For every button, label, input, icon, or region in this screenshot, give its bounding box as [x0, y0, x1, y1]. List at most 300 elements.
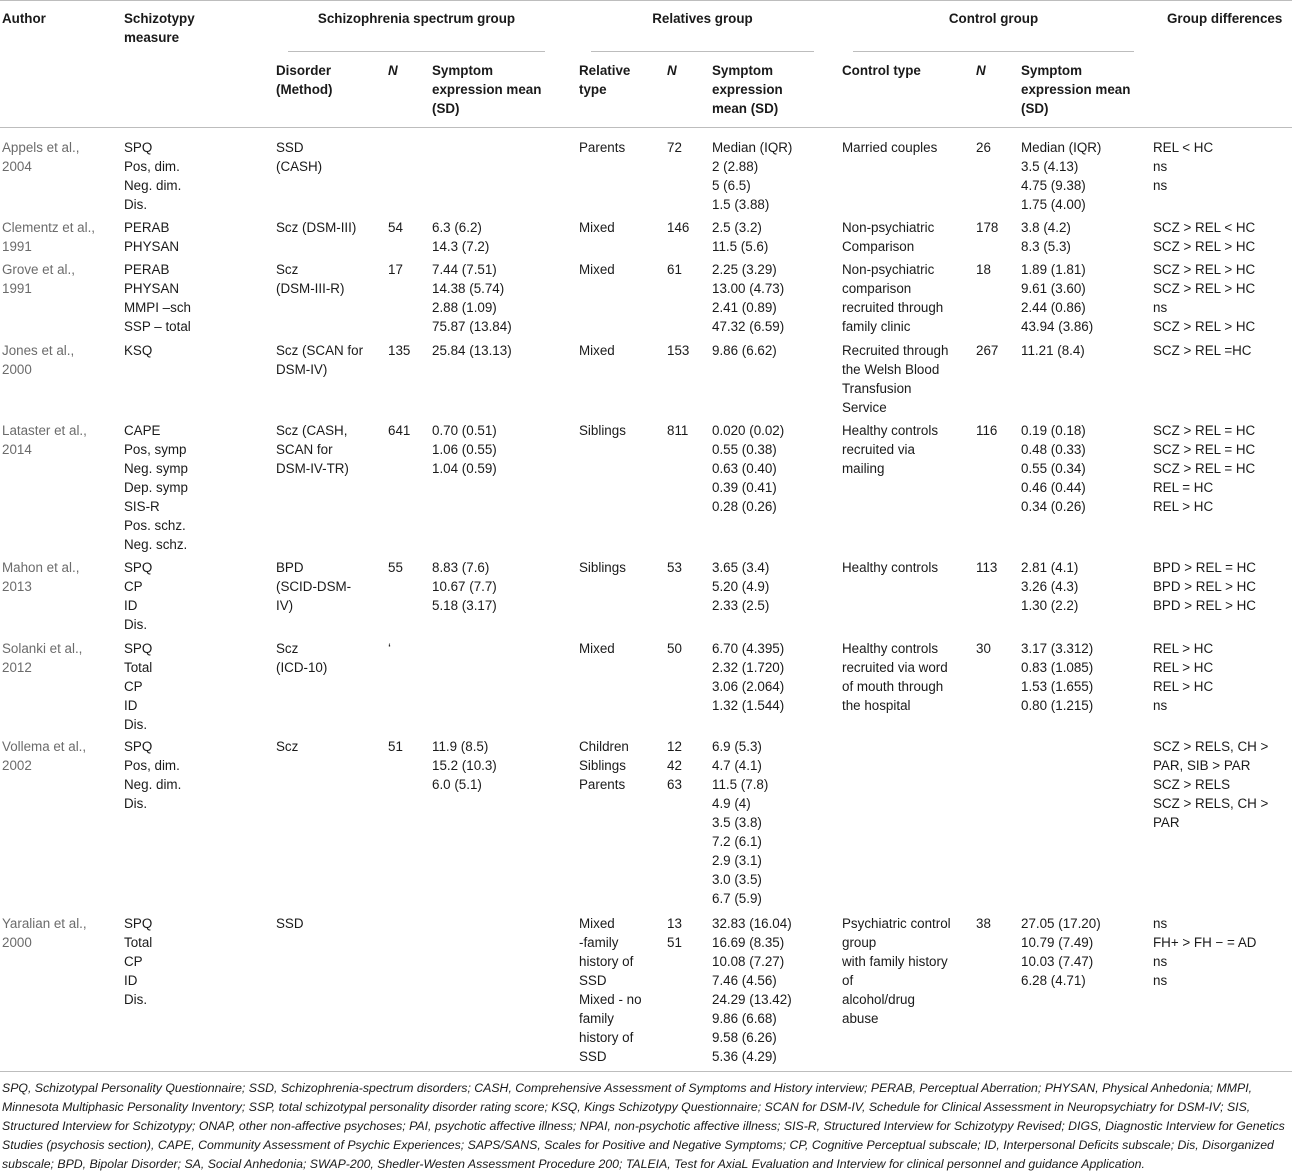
cell-disorder: [276, 260, 344, 298]
cell-line: Median (IQR): [712, 140, 793, 155]
rel-group-rule: [591, 51, 814, 52]
cell-line: SCZ > REL > HC: [1153, 319, 1256, 334]
cell-line: SCAN for: [276, 442, 333, 457]
cell-line: Grove et al.,: [2, 262, 75, 277]
cell-line: SPQ: [124, 641, 153, 656]
cell-sym2: [712, 558, 769, 615]
cell-line: Lataster et al.,: [2, 423, 87, 438]
cell-line: REL > HC: [1153, 641, 1214, 656]
cell-line: CAPE: [124, 423, 161, 438]
cell-diff: [1153, 639, 1213, 715]
cell-line: 2.41 (0.89): [712, 300, 777, 315]
cell-line: SCZ > REL > HC: [1153, 239, 1256, 254]
header-control-type: Control type: [842, 63, 921, 78]
cell-line: SCZ > REL = HC: [1153, 442, 1256, 457]
cell-n2: [667, 737, 682, 794]
cell-line: SIS-R: [124, 499, 160, 514]
cell-line: DSM-IV-TR): [276, 461, 349, 476]
header-symptom-line: expression mean: [1021, 82, 1131, 97]
cell-line: family clinic: [842, 319, 911, 334]
cell-diff: [1153, 421, 1255, 516]
cell-line: Psychiatric control: [842, 916, 951, 931]
cell-line: SPQ: [124, 916, 153, 931]
cell-line: Scz (CASH,: [276, 423, 348, 438]
cell-disorder: [276, 914, 304, 933]
cell-line: SCZ > RELS, CH >: [1153, 796, 1269, 811]
cell-line: of mouth through: [842, 679, 944, 694]
cell-line: SSD: [276, 916, 304, 931]
cell-line: 13: [667, 916, 682, 931]
cell-line: Yaralian et al.,: [2, 916, 87, 931]
cell-line: KSQ: [124, 343, 153, 358]
header-symptom-rel: [712, 61, 783, 118]
cell-n2: [667, 260, 682, 279]
cell-line: Pos. schz.: [124, 518, 186, 533]
cell-line: 1.75 (4.00): [1021, 197, 1086, 212]
cell-line: SCZ > REL = HC: [1153, 461, 1256, 476]
cell-n1: [388, 260, 403, 279]
cell-line: Scz (SCAN for: [276, 343, 364, 358]
cell-line: 116: [976, 423, 998, 438]
cell-line: 113: [976, 560, 998, 575]
cell-diff: [1153, 260, 1255, 336]
cell-line: 153: [667, 343, 690, 358]
cell-line: 47.32 (6.59): [712, 319, 785, 334]
cell-line: group: [842, 935, 877, 950]
cell-n2: [667, 639, 682, 658]
header-relatives: Relatives group: [652, 11, 753, 26]
cell-line: Mixed: [579, 220, 615, 235]
cell-line: 0.19 (0.18): [1021, 423, 1086, 438]
cell-line: 24.29 (13.42): [712, 992, 792, 1007]
cell-line: 7.46 (4.56): [712, 973, 777, 988]
cell-line: CP: [124, 679, 143, 694]
cell-line: 4.7 (4.1): [712, 758, 762, 773]
cell-line: SCZ > REL = HC: [1153, 423, 1256, 438]
cell-line: 1991: [2, 239, 32, 254]
header-disorder-line: (Method): [276, 82, 333, 97]
cell-line: SCZ > REL > HC: [1153, 281, 1256, 296]
cell-n1: [388, 737, 403, 756]
cell-diff: [1153, 138, 1213, 195]
table-footnote: SPQ, Schizotypal Personality Questionnaire; SSD, Schizophrenia-spectrum disorders; CASH, Comprehensive Assessment of Symptoms and History interview; PERAB, Perceptual Aberration; PHYSAN, Physical Anhedonia; MMPI, Minnesota Multiphasic Personality Inventory; SSP, total schizotypal personality disorder rating score; KSQ, Kings Schizotypy Questionnaire; SCAN for DSM-IV, Schedule for Clinical Assessment in Neuropsychiatry for DSM-IV; SIS, Structured Interview for Schizotypy; ONAP, other non-affective psychoses; PAI, psychotic affective illness; NPAI, non-psychotic affective illness; SIS-R, Structured Interview for Schizotypy Revised; DIGS, Diagnostic Interview for Genetics Studies (psychosis section), CAPE, Community Assessment of Psychic Experiences; SAPS/SANS, Scales for Positive and Negative Symptoms; CP, Cognitive Perceptual subscale; ID, Interpersonal Deficits subscale; Dis, Disorganized subscale; BPD, Bipolar Disorder; SA, Social Anhedonia; SWAP-200, Shedler-Westen Assessment Procedure 200; TALEIA, Test for AxiaL Evaluation and Interview for clinical personnel and guidance Application.: [2, 1081, 1285, 1171]
cell-line: 811: [667, 423, 689, 438]
cell-line: 1.89 (1.81): [1021, 262, 1086, 277]
cell-line: 1.53 (1.655): [1021, 679, 1094, 694]
cell-line: 2014: [2, 442, 32, 457]
cell-n3: [976, 639, 991, 658]
cell-author: [2, 639, 82, 677]
cell-line: 5.18 (3.17): [432, 598, 497, 613]
header-symptom-ctrl: [1021, 61, 1130, 118]
cell-line: 1.06 (0.55): [432, 442, 497, 457]
cell-author: [2, 138, 79, 176]
cell-line: Siblings: [579, 758, 626, 773]
cell-n2: [667, 914, 682, 952]
header-symptom-line: (SD): [1021, 101, 1049, 116]
cell-measure: [124, 558, 152, 634]
table-top-rule: [0, 0, 1292, 1]
cell-line: Parents: [579, 777, 626, 792]
cell-line: Mixed: [579, 262, 615, 277]
cell-sym1: [432, 558, 497, 615]
cell-line: alcohol/drug: [842, 992, 915, 1007]
cell-n3: [976, 138, 991, 157]
cell-disorder: [276, 218, 356, 237]
cell-line: Mahon et al.,: [2, 560, 80, 575]
cell-line: Pos, dim.: [124, 758, 180, 773]
cell-line: Appels et al.,: [2, 140, 80, 155]
cell-line: 2013: [2, 579, 32, 594]
cell-sym3: [1021, 138, 1101, 214]
cell-rel: [579, 138, 625, 157]
cell-n1: [388, 341, 410, 360]
cell-line: Dep. symp: [124, 480, 188, 495]
cell-sym2: [712, 218, 768, 256]
cell-disorder: [276, 558, 351, 615]
cell-sym1: [432, 421, 497, 478]
cell-line: ns: [1153, 178, 1168, 193]
cell-line: Dis.: [124, 197, 148, 212]
cell-line: 3.8 (4.2): [1021, 220, 1071, 235]
cell-disorder: [276, 421, 349, 478]
cell-line: 14.38 (5.74): [432, 281, 505, 296]
cell-line: Mixed - no: [579, 992, 642, 1007]
cell-line: 1991: [2, 281, 32, 296]
cell-line: 11.9 (8.5): [432, 739, 489, 754]
header-measure-line: measure: [124, 30, 180, 45]
cell-line: 1.5 (3.88): [712, 197, 770, 212]
cell-line: 2.32 (1.720): [712, 660, 785, 675]
cell-sym2: [712, 341, 777, 360]
cell-line: ns: [1153, 698, 1168, 713]
cell-sym2: [712, 138, 792, 214]
cell-line: SCZ > REL > HC: [1153, 262, 1256, 277]
cell-line: 3.26 (4.3): [1021, 579, 1079, 594]
header-symptom-line: mean (SD): [712, 101, 779, 116]
cell-line: 6.70 (4.395): [712, 641, 785, 656]
cell-rel: [579, 341, 615, 360]
cell-author: [2, 260, 75, 298]
cell-line: 178: [976, 220, 999, 235]
cell-line: 15.2 (10.3): [432, 758, 497, 773]
cell-sym3: [1021, 260, 1093, 336]
cell-line: ns: [1153, 954, 1168, 969]
header-symptom-line: (SD): [432, 101, 460, 116]
cell-line: 0.39 (0.41): [712, 480, 777, 495]
cell-line: 2004: [2, 159, 32, 174]
cell-line: Scz (DSM-III): [276, 220, 357, 235]
header-symptom-line: expression: [712, 82, 783, 97]
cell-line: of: [842, 973, 854, 988]
cell-line: 135: [388, 343, 411, 358]
cell-line: the hospital: [842, 698, 911, 713]
cell-line: Transfusion: [842, 381, 912, 396]
cell-disorder: [276, 737, 298, 756]
cell-line: Comparison: [842, 239, 915, 254]
cell-sym2: [712, 639, 784, 715]
cell-line: 72: [667, 140, 682, 155]
cell-line: the Welsh Blood: [842, 362, 940, 377]
cell-line: 3.5 (3.8): [712, 815, 762, 830]
cell-line: Median (IQR): [1021, 140, 1102, 155]
cell-line: 63: [667, 777, 682, 792]
header-control: Control group: [948, 11, 1039, 26]
cell-line: 53: [667, 560, 682, 575]
cell-sym3: [1021, 639, 1093, 715]
cell-line: Mixed: [579, 916, 615, 931]
cell-line: 10.03 (7.47): [1021, 954, 1094, 969]
cell-line: 0.70 (0.51): [432, 423, 497, 438]
cell-sym2: [712, 260, 784, 336]
cell-rel: [579, 639, 615, 658]
cell-line: Jones et al.,: [2, 343, 75, 358]
cell-author: [2, 737, 86, 775]
cell-line: 2.44 (0.86): [1021, 300, 1086, 315]
cell-rel: [579, 914, 642, 1066]
cell-line: 43.94 (3.86): [1021, 319, 1094, 334]
cell-sym1: [432, 260, 512, 336]
cell-line: 0.48 (0.33): [1021, 442, 1086, 457]
cell-line: Children: [579, 739, 629, 754]
cell-line: 6.28 (4.71): [1021, 973, 1086, 988]
header-n-ssg: N: [388, 63, 398, 78]
header-symptom-ssg: [432, 61, 541, 118]
cell-line: 14.3 (7.2): [432, 239, 490, 254]
cell-line: 4.9 (4): [712, 796, 751, 811]
cell-line: 27.05 (17.20): [1021, 916, 1101, 931]
cell-line: 0.28 (0.26): [712, 499, 777, 514]
cell-line: 55: [388, 560, 403, 575]
cell-line: 11.21 (8.4): [1021, 343, 1085, 358]
cell-line: 11.5 (7.8): [712, 777, 769, 792]
cell-line: recruited via: [842, 442, 915, 457]
cell-line: 2.88 (1.09): [432, 300, 497, 315]
cell-line: Dis.: [124, 717, 148, 732]
cell-n3: [976, 218, 998, 237]
cell-line: BPD > REL = HC: [1153, 560, 1256, 575]
cell-line: BPD > REL > HC: [1153, 598, 1256, 613]
table-bottom-rule: [0, 1071, 1292, 1072]
cell-line: ns: [1153, 159, 1168, 174]
cell-line: REL > HC: [1153, 499, 1214, 514]
cell-sym2: [712, 914, 792, 1066]
cell-line: PAR, SIB > PAR: [1153, 758, 1251, 773]
cell-line: SPQ: [124, 739, 153, 754]
cell-sym3: [1021, 341, 1085, 360]
cell-line: 61: [667, 262, 682, 277]
cell-line: 8.83 (7.6): [432, 560, 490, 575]
cell-line: 2012: [2, 660, 32, 675]
cell-n1: [388, 421, 410, 440]
cell-line: 50: [667, 641, 682, 656]
cell-line: Clementz et al.,: [2, 220, 96, 235]
cell-line: DSM-IV): [276, 362, 328, 377]
cell-ctype: [842, 558, 938, 577]
cell-measure: [124, 639, 152, 734]
header-n-ctrl: N: [976, 63, 986, 78]
cell-ctype: [842, 639, 948, 715]
cell-n3: [976, 914, 991, 933]
cell-line: REL > HC: [1153, 660, 1214, 675]
cell-n2: [667, 558, 682, 577]
cell-line: Healthy controls: [842, 423, 939, 438]
cell-line: SSP – total: [124, 319, 191, 334]
cell-n3: [976, 421, 997, 440]
cell-n3: [976, 260, 991, 279]
cell-line: 5 (6.5): [712, 178, 751, 193]
cell-diff: [1153, 558, 1256, 615]
cell-line: history of: [579, 954, 634, 969]
cell-line: BPD > REL > HC: [1153, 579, 1256, 594]
cell-line: Recruited through: [842, 343, 949, 358]
cell-line: Scz: [276, 641, 299, 656]
cell-line: 0.80 (1.215): [1021, 698, 1094, 713]
cell-line: 30: [976, 641, 991, 656]
cell-line: Dis.: [124, 796, 148, 811]
cell-line: Mixed: [579, 641, 615, 656]
cell-line: recruited via word: [842, 660, 948, 675]
cell-sym1: [432, 218, 489, 256]
cell-author: [2, 421, 87, 459]
cell-sym1: [432, 341, 512, 360]
cell-line: (ICD-10): [276, 660, 328, 675]
cell-line: Parents: [579, 140, 626, 155]
cell-line: Solanki et al.,: [2, 641, 83, 656]
cell-author: [2, 914, 87, 952]
cell-line: 0.46 (0.44): [1021, 480, 1086, 495]
cell-line: Pos, symp: [124, 442, 187, 457]
cell-line: CP: [124, 954, 143, 969]
cell-disorder: [276, 639, 327, 677]
cell-line: comparison: [842, 281, 912, 296]
cell-line: SCZ > RELS, CH >: [1153, 739, 1269, 754]
cell-line: 54: [388, 220, 403, 235]
cell-line: 9.61 (3.60): [1021, 281, 1086, 296]
cell-line: family: [579, 1011, 614, 1026]
cell-line: 6.3 (6.2): [432, 220, 482, 235]
cell-line: 2.33 (2.5): [712, 598, 770, 613]
cell-n2: [667, 138, 682, 157]
cell-line: 7.44 (7.51): [432, 262, 497, 277]
cell-ctype: [842, 914, 951, 1028]
cell-line: Total: [124, 660, 153, 675]
cell-line: Dis.: [124, 992, 148, 1007]
cell-line: SSD: [276, 140, 304, 155]
cell-line: history of: [579, 1030, 634, 1045]
cell-line: ID: [124, 973, 138, 988]
cell-line: SSD: [579, 1049, 607, 1064]
cell-line: Scz: [276, 262, 299, 277]
cell-line: 51: [667, 935, 682, 950]
header-reltype-line: type: [579, 82, 607, 97]
cell-line: Neg. symp: [124, 461, 188, 476]
cell-line: 32.83 (16.04): [712, 916, 792, 931]
cell-line: REL < HC: [1153, 140, 1214, 155]
cell-line: SSD: [579, 973, 607, 988]
cell-line: Non-psychiatric: [842, 262, 935, 277]
header-reltype-line: Relative: [579, 63, 631, 78]
cell-line: CP: [124, 579, 143, 594]
cell-line: 5.36 (4.29): [712, 1049, 777, 1064]
cell-line: Neg. dim.: [124, 178, 182, 193]
cell-rel: [579, 218, 615, 237]
cell-author: [2, 218, 95, 256]
cell-line: 9.86 (6.62): [712, 343, 777, 358]
cell-line: with family history: [842, 954, 948, 969]
cell-measure: [124, 218, 179, 256]
cell-ctype: [842, 421, 938, 478]
cell-line: Healthy controls: [842, 641, 939, 656]
cell-line: 2000: [2, 935, 32, 950]
cell-line: SCZ > REL =HC: [1153, 343, 1252, 358]
cell-n2: [667, 218, 689, 237]
cell-line: 0.34 (0.26): [1021, 499, 1086, 514]
cell-line: Neg. schz.: [124, 537, 188, 552]
cell-disorder: [276, 341, 363, 379]
ctrl-group-rule: [853, 51, 1134, 52]
cell-ctype: [842, 341, 948, 417]
cell-n2: [667, 341, 689, 360]
cell-sym1: [432, 737, 497, 794]
cell-diff: [1153, 218, 1255, 256]
header-measure-line: Schizotypy: [124, 11, 195, 26]
cell-line: recruited through: [842, 300, 944, 315]
cell-line: Married couples: [842, 140, 938, 155]
cell-measure: [124, 914, 152, 1009]
header-author: Author: [2, 11, 46, 26]
cell-line: Total: [124, 935, 153, 950]
cell-line: 9.86 (6.68): [712, 1011, 777, 1026]
cell-line: 6.7 (5.9): [712, 891, 762, 906]
cell-line: SPQ: [124, 140, 153, 155]
cell-line: Pos, dim.: [124, 159, 180, 174]
cell-line: SCZ > RELS: [1153, 777, 1231, 792]
cell-measure: [124, 737, 181, 813]
cell-line: 3.0 (3.5): [712, 872, 762, 887]
cell-line: REL = HC: [1153, 480, 1214, 495]
cell-line: (SCID-DSM-: [276, 579, 352, 594]
cell-line: 2.9 (3.1): [712, 853, 762, 868]
cell-rel: [579, 260, 615, 279]
cell-line: 2000: [2, 362, 32, 377]
cell-line: 4.75 (9.38): [1021, 178, 1086, 193]
cell-line: Scz: [276, 739, 299, 754]
header-relative-type: [579, 61, 630, 99]
cell-line: 17: [388, 262, 403, 277]
cell-sym3: [1021, 558, 1078, 615]
cell-line: Service: [842, 400, 887, 415]
cell-ctype: [842, 260, 943, 336]
cell-n1: [388, 558, 403, 577]
cell-line: IV): [276, 598, 294, 613]
cell-line: PERAB: [124, 262, 170, 277]
cell-author: [2, 558, 79, 596]
cell-line: ID: [124, 598, 138, 613]
cell-line: 1.30 (2.2): [1021, 598, 1079, 613]
cell-measure: [124, 341, 152, 360]
cell-ctype: [842, 138, 937, 157]
cell-line: 1.04 (0.59): [432, 461, 497, 476]
cell-line: 25.84 (13.13): [432, 343, 512, 358]
cell-line: 0.55 (0.38): [712, 442, 777, 457]
cell-line: 10.67 (7.7): [432, 579, 497, 594]
cell-line: 10.79 (7.49): [1021, 935, 1094, 950]
cell-measure: [124, 260, 191, 336]
cell-diff: [1153, 737, 1268, 832]
cell-n3: [976, 558, 997, 577]
cell-n1: [388, 639, 391, 658]
